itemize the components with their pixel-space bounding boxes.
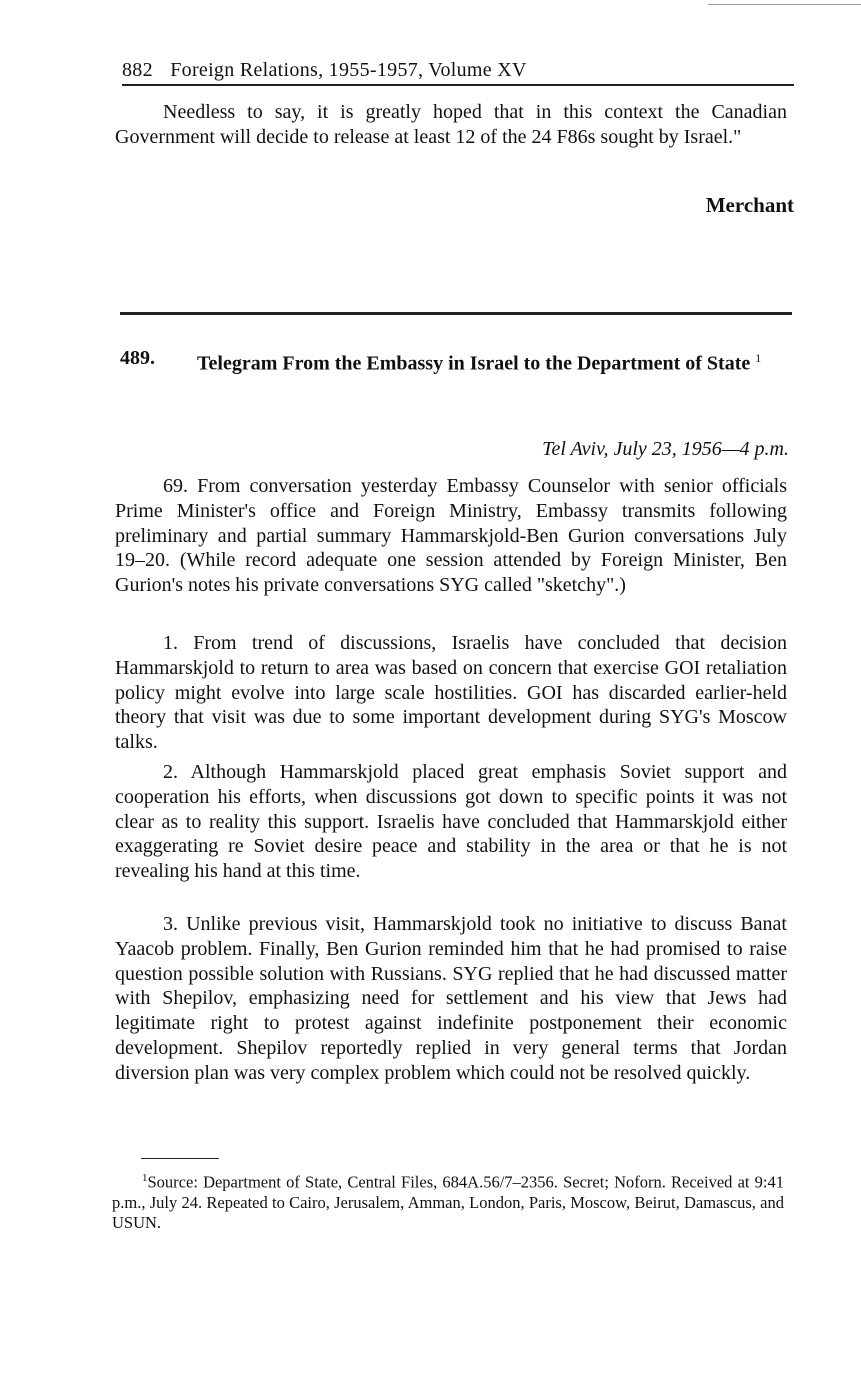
running-head	[122, 58, 794, 82]
running-head-rule	[122, 84, 794, 86]
footnote-reference: 1	[755, 351, 762, 365]
signature: Merchant	[705, 193, 794, 217]
document-title	[197, 346, 787, 376]
dateline: Tel Aviv, July 23, 1956—4 p.m.	[542, 438, 789, 460]
volume-title: Foreign Relations, 1955-1957, Volume XV	[170, 59, 527, 81]
page-number: 882	[122, 59, 153, 81]
body-paragraph-1: 1. From trend of discussions, Israelis have concluded that decision Hammarskjold to return to area was based on concern that exercise GOI retaliation policy might evolve into large scale hostilities. GOI has discarded earlier-held theory that visit was due to some important development during SYG's Moscow talks.	[115, 632, 787, 754]
body-paragraph-2: 2. Although Hammarskjold placed great emphasis Soviet support and cooperation his efforts, when discussions got down to specific points it was not clear as to reality this support. Israelis have concluded that Hammarskjold either exaggerating re Soviet desire peace and stability in the area or that he is not revealing his hand at this time.	[115, 761, 787, 883]
footnote-marker: 1	[142, 1172, 148, 1184]
top-edge-rule	[708, 4, 861, 5]
body-paragraph-intro: 69. From conversation yesterday Embassy Counselor with senior officials Prime Minister's office and Foreign Ministry, Embassy transmits following preliminary and partial summary Hammarskjold-Ben Gurion conversations July 19–20. (While record adequate one session attended by Foreign Minister, Ben Gurion's notes his private conversations SYG called "sketchy".)	[115, 475, 787, 597]
body-paragraph-3: 3. Unlike previous visit, Hammarskjold took no initiative to discuss Banat Yaacob problem. Finally, Ben Gurion reminded him that he had promised to raise question possible solution with Russians. SYG replied that he had discussed matter with Shepilov, emphasizing need for settlement and his view that Jews had legitimate right to protest against indefinite postponement their economic development. Shepilov reportedly replied in very general terms that Jordan diversion plan was very complex problem which could not be resolved quickly.	[115, 913, 787, 1084]
document-number: 489.	[120, 347, 155, 369]
closing-paragraph: Needless to say, it is greatly hoped that in this context the Canadian Government will decide to release at least 12 of the 24 F86s sought by Israel."	[115, 101, 787, 148]
footnote-rule	[141, 1158, 219, 1159]
footnote	[112, 1168, 784, 1233]
footnote-text: Source: Department of State, Central Files, 684A.56/7–2356. Secret; Noforn. Received at 9:41 p.m., July 24. Repeated to Cairo, Jerusalem, Amman, London, Paris, Moscow, Beirut, Damascus, and USUN.	[112, 1172, 784, 1232]
document-title-text: Telegram From the Embassy in Israel to the Department of State	[197, 352, 751, 375]
section-divider	[120, 312, 792, 315]
